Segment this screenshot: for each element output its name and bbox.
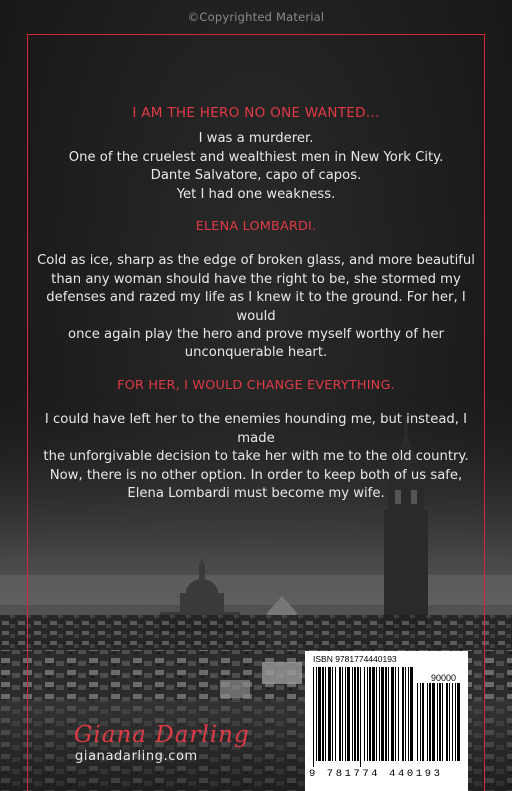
blurb-line: defenses and razed my life as I knew it to the ground. For her, I would — [46, 290, 466, 324]
isbn-digits: 9 781774 440193 — [309, 768, 443, 780]
blurb-line: unconquerable heart. — [184, 345, 328, 361]
blurb-line: once again play the hero and prove myself worthy of her — [68, 327, 444, 343]
copyright-notice: ©Copyrighted Material — [187, 10, 325, 24]
blurb-line: I could have left her to the enemies hounding me, but instead, I made — [44, 412, 468, 446]
isbn-label: ISBN 9781774440193 — [313, 654, 397, 664]
blurb-line: than any woman should have the right to be, she stormed my — [51, 271, 461, 287]
author-signature: Giana Darling — [74, 722, 250, 748]
blurb-line: Cold as ice, sharp as the edge of broken glass, and more beautiful — [37, 253, 475, 269]
blurb-line: Yet I had one weakness. — [176, 186, 336, 202]
blurb-line: Now, there is no other option. In order to keep both of us safe, — [49, 467, 463, 483]
blurb-line: Dante Salvatore, capo of capos. — [150, 168, 362, 184]
author-website: gianadarling.com — [75, 749, 198, 764]
heroine-name: ELENA LOMBARDI. — [195, 219, 317, 235]
blurb-headline: I AM THE HERO NO ONE WANTED... — [132, 105, 380, 121]
blurb-tagline: FOR HER, I WOULD CHANGE EVERYTHING. — [117, 377, 395, 393]
blurb-line: I was a murderer. — [198, 131, 314, 147]
isbn-barcode — [305, 651, 468, 791]
price-code: 90000 — [430, 673, 456, 683]
blurb-line: the unforgivable decision to take her with me to the old country. — [43, 449, 469, 465]
back-cover-blurb — [32, 104, 480, 503]
blurb-line: One of the cruelest and wealthiest men in New York City. — [68, 149, 444, 165]
barcode-bars — [311, 667, 461, 767]
blurb-line: Elena Lombardi must become my wife. — [127, 485, 385, 501]
